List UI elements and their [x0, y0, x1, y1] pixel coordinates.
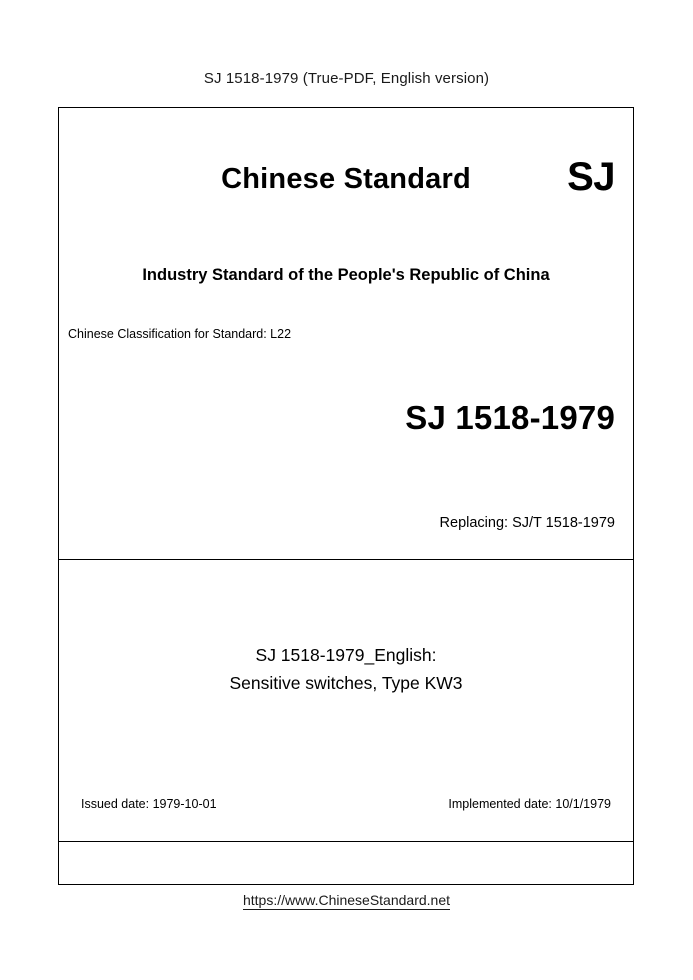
sj-logo: SJ: [567, 155, 615, 199]
document-title: [59, 641, 633, 697]
replacing-note: Replacing: SJ/T 1518-1979: [439, 515, 615, 531]
standard-number: SJ 1518-1979: [405, 399, 615, 436]
website-url-text[interactable]: https://www.ChineseStandard.net: [242, 892, 450, 908]
cover-lower-section: [59, 560, 633, 842]
issued-date: Issued date: 1979-10-01: [81, 797, 217, 811]
standard-subtitle: Industry Standard of the People's Republic of China: [142, 266, 550, 284]
implemented-date: Implemented date: 10/1/1979: [448, 797, 611, 811]
cover-footer-band: [59, 842, 633, 884]
document-title-line2: Sensitive switches, Type KW3: [229, 673, 463, 693]
classification-code: Chinese Classification for Standard: L22: [68, 327, 292, 341]
date-row: [59, 797, 633, 811]
title-row: [59, 155, 633, 215]
website-url[interactable]: [0, 892, 693, 908]
cover-upper-section: [59, 108, 633, 560]
document-title-line1: SJ 1518-1979_English:: [255, 645, 437, 665]
page-caption: SJ 1518-1979 (True-PDF, English version): [203, 70, 490, 87]
standard-cover-box: [58, 107, 634, 885]
page-title: Chinese Standard: [221, 163, 471, 195]
